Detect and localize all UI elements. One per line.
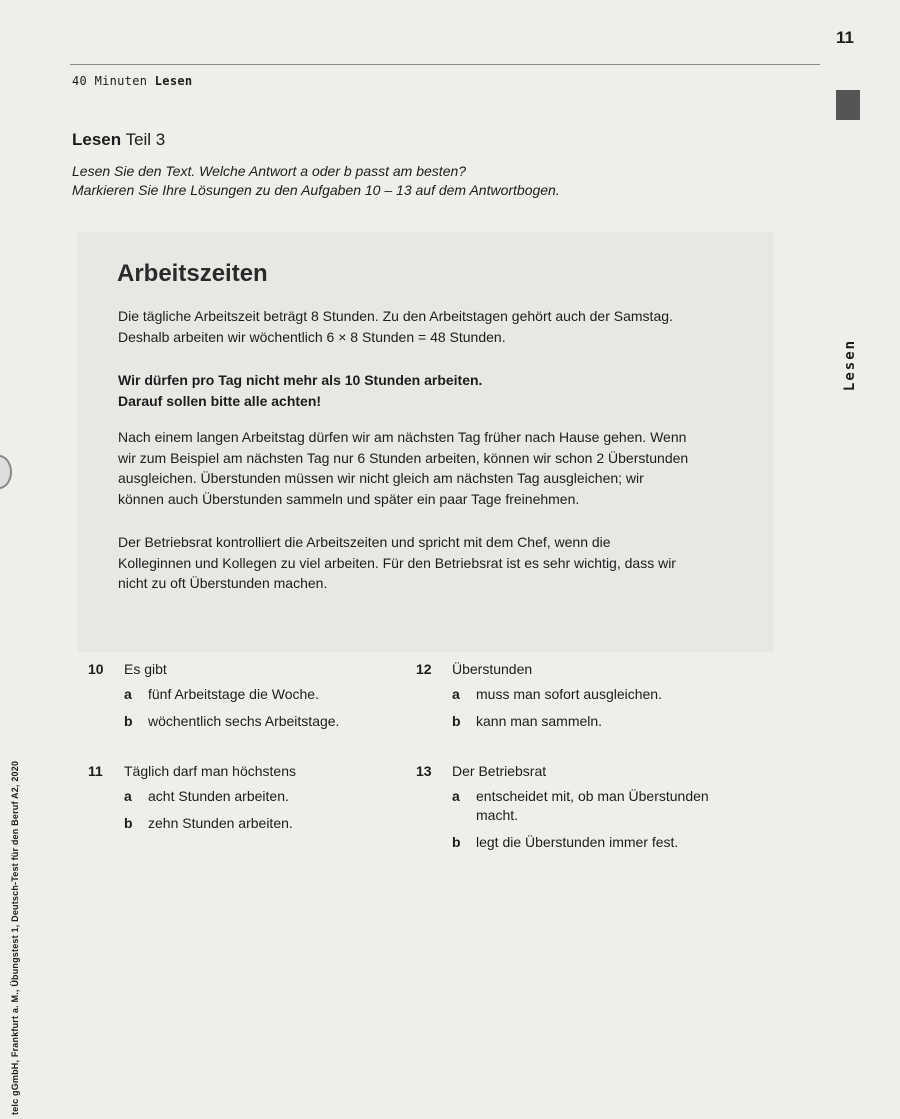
instruction-line: Lesen Sie den Text. Welche Antwort a oder b passt am besten? (72, 163, 467, 179)
answer-option[interactable] (124, 787, 296, 806)
text-line: Der Betriebsrat kontrolliert die Arbeitszeiten und spricht mit dem Chef, wenn die (118, 534, 611, 550)
instruction-line: Markieren Sie Ihre Lösungen zu den Aufgaben 10 – 13 auf dem Antwortbogen. (72, 182, 560, 198)
option-letter: a (124, 686, 132, 702)
header-label (72, 74, 192, 88)
question-11 (88, 763, 296, 833)
question-10 (88, 661, 339, 731)
text-line: nicht zu oft Überstunden machen. (118, 575, 328, 591)
option-letter: b (452, 713, 461, 729)
answer-option[interactable] (452, 712, 662, 731)
answer-option[interactable] (124, 814, 296, 833)
answer-option[interactable] (452, 685, 662, 704)
text-line: ausgleichen. Überstunden müssen wir nicht gleich am nächsten Tag ausgleichen; wir (118, 470, 644, 486)
answer-option[interactable] (452, 833, 736, 852)
question-stem: Der Betriebsrat (452, 763, 547, 779)
article-paragraph-3 (118, 427, 748, 509)
answer-option[interactable] (124, 685, 339, 704)
side-tab (838, 330, 862, 400)
option-text: legt die Überstunden immer fest. (476, 834, 679, 850)
copyright-spine: telc gGmbH, Frankfurt a. M., Übungstest 1, Deutsch-Test für den Beruf A2, 2020 (10, 760, 20, 1115)
question-stem: Es gibt (124, 661, 167, 677)
section-title-rest: Teil 3 (125, 130, 166, 149)
text-line: Wir dürfen pro Tag nicht mehr als 10 Stunden arbeiten. (118, 372, 483, 388)
option-text: acht Stunden arbeiten. (148, 788, 289, 804)
option-letter: b (124, 815, 133, 831)
option-text: zehn Stunden arbeiten. (148, 815, 293, 831)
question-number: 13 (416, 763, 432, 779)
question-13 (416, 763, 736, 852)
instructions (72, 162, 560, 200)
option-text: wöchentlich sechs Arbeitstage. (148, 713, 340, 729)
option-text: entscheidet mit, ob man Überstunden macht. (476, 788, 709, 823)
text-line: Die tägliche Arbeitszeit beträgt 8 Stunden. Zu den Arbeitstagen gehört auch der Samstag. (118, 308, 673, 324)
section-title-bold: Lesen (72, 130, 122, 149)
binder-hole (0, 455, 12, 489)
option-letter: a (124, 788, 132, 804)
text-line: Darauf sollen bitte alle achten! (118, 392, 322, 409)
text-line: wir zum Beispiel am nächsten Tag nur 6 Stunden arbeiten, können wir schon 2 Überstunden (118, 449, 689, 466)
article-title: Arbeitszeiten (117, 260, 268, 287)
option-letter: b (452, 834, 461, 850)
article-paragraph-4 (118, 532, 748, 594)
question-12 (416, 661, 662, 731)
option-letter: a (452, 686, 460, 702)
page-number: 11 (836, 28, 854, 47)
question-number: 11 (88, 763, 103, 779)
option-text: fünf Arbeitstage die Woche. (148, 686, 319, 702)
option-text: kann man sammeln. (476, 713, 603, 729)
text-line: Deshalb arbeiten wir wöchentlich 6 × 8 Stunden = 48 Stunden. (118, 328, 506, 345)
question-number: 12 (416, 661, 432, 677)
section-title (72, 130, 165, 150)
text-line: Nach einem langen Arbeitstag dürfen wir am nächsten Tag früher nach Hause gehen. Wenn (118, 429, 687, 445)
header-section: Lesen (154, 74, 193, 88)
section-marker (836, 90, 860, 120)
header-divider (70, 64, 820, 65)
article-paragraph-1 (118, 306, 748, 347)
option-text: muss man sofort ausgleichen. (476, 686, 662, 702)
question-stem: Täglich darf man höchstens (124, 763, 296, 779)
article-paragraph-2 (118, 370, 748, 411)
answer-option[interactable] (452, 787, 736, 825)
question-stem: Überstunden (452, 661, 533, 677)
header-time: 40 Minuten (72, 74, 148, 88)
answer-option[interactable] (124, 712, 339, 731)
question-number: 10 (88, 661, 104, 677)
option-letter: a (452, 788, 460, 804)
side-tab-label: Lesen (842, 338, 858, 392)
option-letter: b (124, 713, 133, 729)
text-line: können auch Überstunden sammeln und später ein paar Tage freinehmen. (118, 490, 580, 507)
text-line: Kolleginnen und Kollegen zu viel arbeiten. Für den Betriebsrat ist es sehr wichtig, dass wir (118, 554, 676, 571)
